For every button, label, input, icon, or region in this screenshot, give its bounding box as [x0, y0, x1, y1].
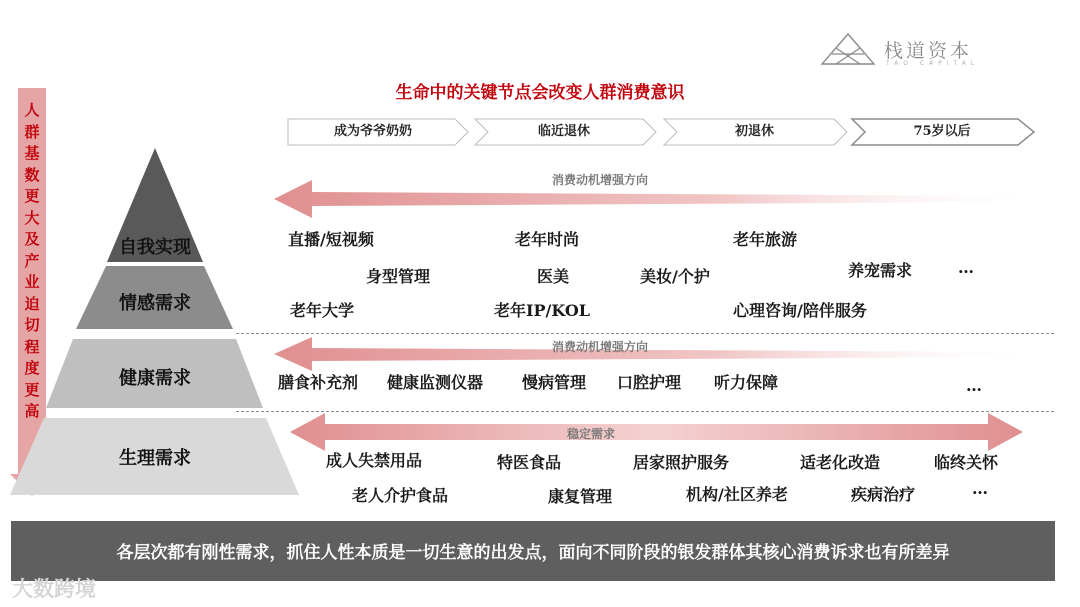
stage-label-4: 75岁以后 [913, 124, 971, 139]
lower-direction-arrow [290, 413, 1023, 451]
item-hospice: 临终关怀 [934, 453, 999, 472]
logo-subtitle: TAO CAPITAL [886, 60, 980, 67]
left-arrow-text: 人 群 基 数 更 大 及 产 业 迫 切 程 度 更 高 [24, 101, 40, 420]
watermark: 大数跨境 [12, 577, 96, 601]
item-hearing: 听力保障 [714, 373, 779, 392]
item-ellipsis-phys: … [972, 479, 988, 498]
item-ellipsis-upper: … [958, 258, 974, 277]
item-special-medical-food: 特医食品 [497, 453, 562, 472]
item-rehabilitation: 康复管理 [548, 487, 613, 506]
item-institution-care: 机构/社区养老 [686, 485, 788, 504]
direction-label-middle: 消费动机增强方向 [552, 340, 649, 354]
item-incontinence: 成人失禁用品 [326, 451, 423, 470]
pyramid-label-self-actualization: 自我实现 [119, 237, 191, 258]
stage-label-3: 初退休 [734, 124, 774, 139]
item-oral-care: 口腔护理 [617, 373, 682, 392]
logo-name: 栈道资本 [884, 40, 973, 62]
direction-label-lower: 稳定需求 [567, 427, 616, 441]
item-senior-fashion: 老年时尚 [515, 230, 580, 249]
item-home-care: 居家照护服务 [633, 453, 730, 472]
item-dietary-supplements: 膳食补充剂 [278, 373, 359, 392]
item-makeup-care: 美妆/个护 [640, 267, 710, 286]
item-disease-treatment: 疾病治疗 [851, 485, 916, 504]
item-senior-ip-kol: 老年IP/KOL [494, 301, 591, 320]
stage-label-1: 成为爷爷奶奶 [333, 124, 412, 139]
item-senior-university: 老年大学 [290, 301, 355, 320]
separator-upper [236, 333, 1054, 334]
pyramid-label-emotional: 情感需求 [119, 293, 191, 314]
item-pet-demand: 养宠需求 [848, 261, 913, 280]
item-medical-beauty: 医美 [537, 267, 570, 286]
item-care-food: 老人介护食品 [352, 486, 449, 505]
item-health-monitor: 健康监测仪器 [387, 373, 484, 392]
page-title: 生命中的关键节点会改变人群消费意识 [395, 83, 685, 103]
item-body-management: 身型管理 [366, 267, 431, 286]
bottom-summary-text: 各层次都有刚性需求，抓住人性本质是一切生意的出发点，面向不同阶段的银发群体其核心消费诉求也有所差异 [116, 543, 950, 563]
item-chronic-management: 慢病管理 [522, 373, 587, 392]
item-counseling: 心理咨询/陪伴服务 [733, 301, 867, 320]
item-livestream: 直播/短视频 [288, 230, 374, 249]
item-senior-travel: 老年旅游 [733, 230, 798, 249]
pyramid-label-health: 健康需求 [119, 368, 191, 389]
direction-label-upper: 消费动机增强方向 [552, 173, 649, 187]
stage-label-2: 临近退休 [537, 124, 590, 139]
item-aging-renovation: 适老化改造 [800, 453, 881, 472]
item-ellipsis-health: … [966, 376, 982, 395]
pyramid-label-physiological: 生理需求 [119, 448, 191, 469]
separator-lower [236, 411, 1054, 412]
